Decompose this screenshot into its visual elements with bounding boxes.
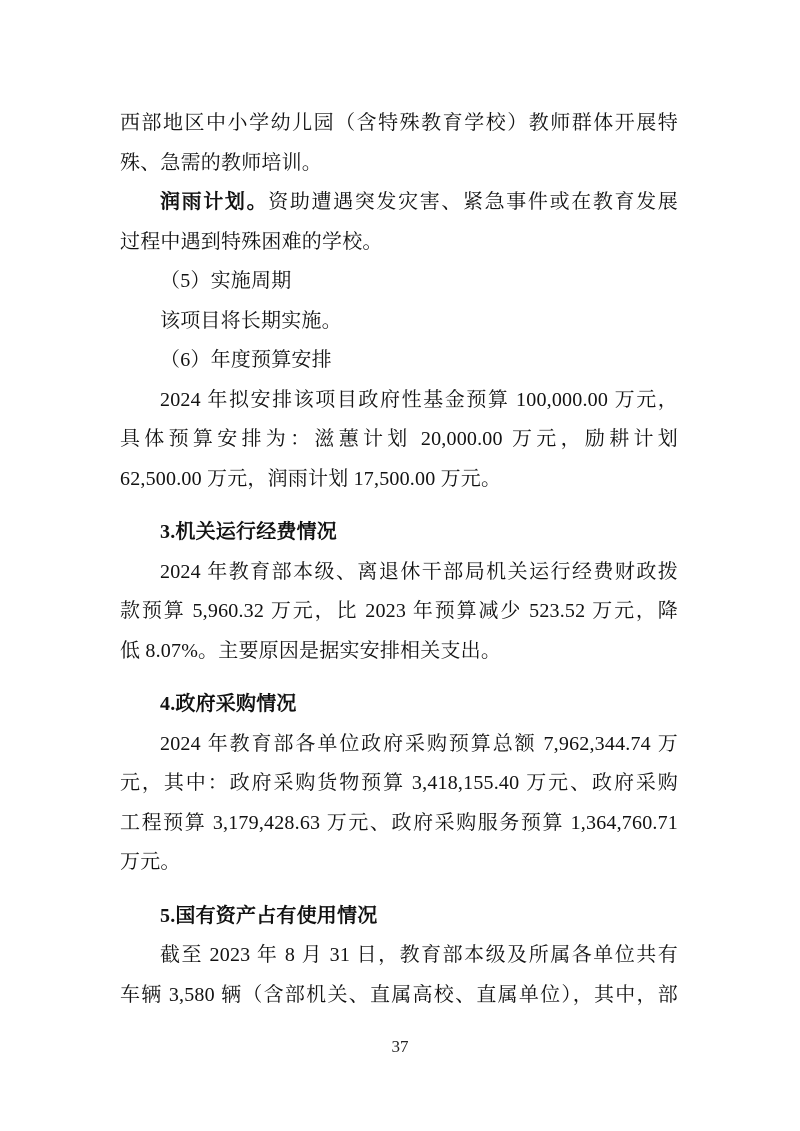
para-annual-budget-line-3: 62,500.00 万元，润雨计划 17,500.00 万元。 [120, 467, 502, 490]
page-number: 37 [391, 1037, 409, 1056]
section-3-heading: 3.机关运行经费情况 [160, 521, 337, 543]
para-teacher-training-line-1: 西部地区中小学幼儿园（含特殊教育学校）教师群体开展特 [120, 112, 678, 134]
section-5-heading: 5.国有资产占有使用情况 [160, 904, 378, 927]
section-3-line-2: 款预算 5,960.32 万元，比 2023 年预算减少 523.52 万元，降 [120, 600, 678, 622]
para-annual-budget-line-2: 具体预算安排为：滋蕙计划 20,000.00 万元，励耕计划 [120, 428, 678, 450]
para-runyu-plan-line-2: 过程中遇到特殊困难的学校。 [120, 230, 383, 253]
item5-heading-line: （5）实施周期 [160, 270, 292, 292]
item6-heading-line: （6）年度预算安排 [160, 349, 332, 371]
section-3-line-3: 低 8.07%。主要原因是据实安排相关支出。 [120, 639, 502, 662]
section-5-line-1: 截至 2023 年 8 月 31 日，教育部本级及所属各单位共有 [160, 944, 678, 966]
section-4-line-4: 万元。 [120, 851, 181, 873]
runyu-plan-bold-lead: 润雨计划。 [160, 191, 269, 213]
para-runyu-plan-line-1 [120, 183, 678, 223]
section-4-line-3: 工程预算 3,179,428.63 万元、政府采购服务预算 1,364,760.71 [120, 811, 678, 834]
section-4-line-1: 2024 年教育部各单位政府采购预算总额 7,962,344.74 万 [160, 732, 678, 755]
section-4-line-2: 元，其中：政府采购货物预算 3,418,155.40 万元、政府采购 [120, 772, 678, 794]
runyu-plan-line-1-rest: 资助遭遇突发灾害、紧急事件或在教育发展 [268, 191, 678, 213]
section-4-heading: 4.政府采购情况 [160, 693, 297, 715]
section-5-line-2: 车辆 3,580 辆（含部机关、直属高校、直属单位），其中，部 [120, 983, 678, 1006]
para-teacher-training-line-2: 殊、急需的教师培训。 [120, 151, 322, 174]
para-annual-budget-line-1: 2024 年拟安排该项目政府性基金预算 100,000.00 万元， [160, 388, 678, 411]
section-3-line-1: 2024 年教育部本级、离退休干部局机关运行经费财政拨 [160, 560, 678, 583]
document-body [120, 104, 678, 1015]
item5-body-line: 该项目将长期实施。 [160, 309, 342, 332]
